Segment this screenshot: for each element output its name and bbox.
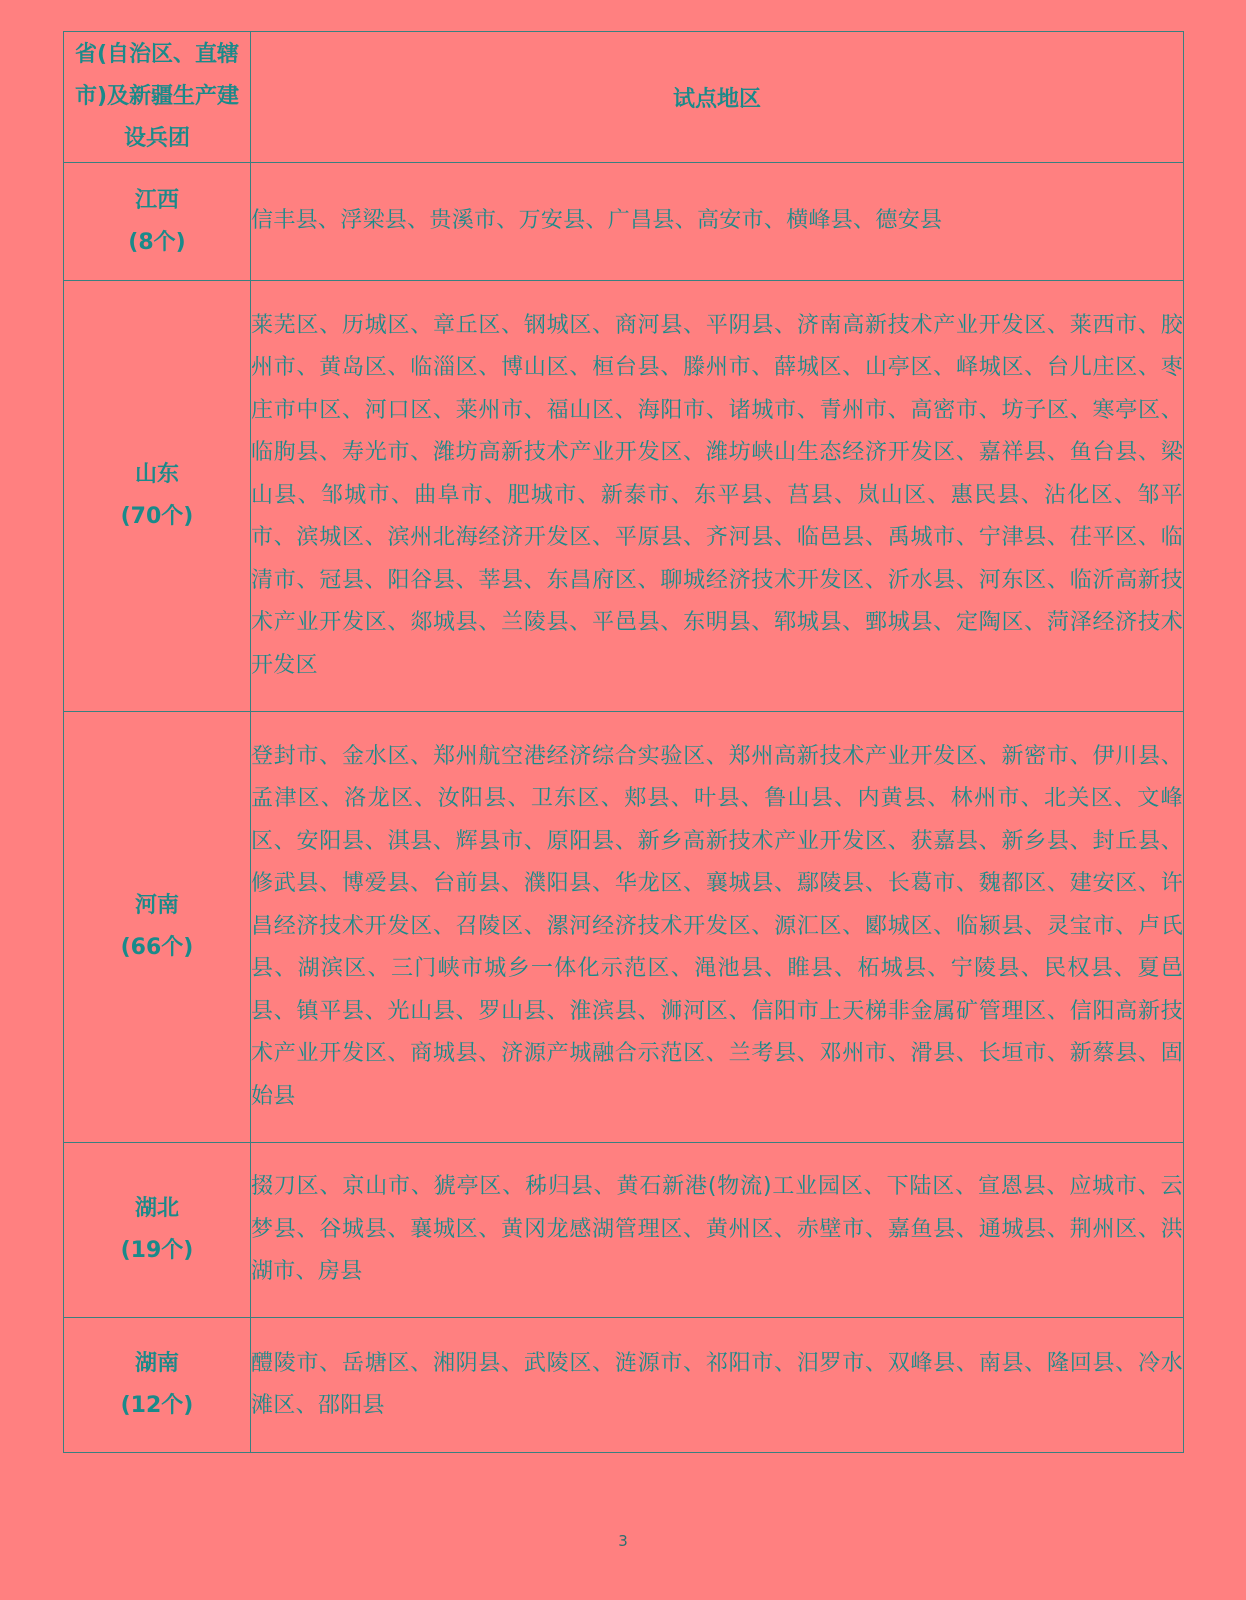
province-cell	[64, 163, 251, 281]
pilot-areas-cell: 莱芜区、历城区、章丘区、钢城区、商河县、平阴县、济南高新技术产业开发区、莱西市、胶州市、黄岛区、临淄区、博山区、桓台县、滕州市、薛城区、山亭区、峄城区、台儿庄区、枣庄市中区、河口区、莱州市、福山区、海阳市、诸城市、青州市、高密市、坊子区、寒亭区、临朐县、寿光市、潍坊高新技术产业开发区、潍坊峡山生态经济开发区、嘉祥县、鱼台县、梁山县、邹城市、曲阜市、肥城市、新泰市、东平县、莒县、岚山区、惠民县、沾化区、邹平市、滨城区、滨州北海经济开发区、平原县、齐河县、临邑县、禹城市、宁津县、茌平区、临清市、冠县、阳谷县、莘县、东昌府区、聊城经济技术开发区、沂水县、河东区、临沂高新技术产业开发区、郯城县、兰陵县、平邑县、东明县、郓城县、鄄城县、定陶区、菏泽经济技术开发区	[251, 281, 1184, 712]
pilot-areas-table	[63, 31, 1184, 1453]
province-cell	[64, 1318, 251, 1453]
page-number: 3	[618, 1532, 628, 1550]
province-count: (66个)	[120, 935, 194, 960]
province-count: (8个)	[128, 229, 186, 255]
province-cell	[64, 1143, 251, 1318]
table-row-jiangxi	[64, 163, 1184, 281]
table-row-hunan	[64, 1318, 1184, 1453]
pilot-areas-cell: 醴陵市、岳塘区、湘阴县、武陵区、涟源市、祁阳市、汨罗市、双峰县、南县、隆回县、冷水滩区、邵阳县	[251, 1318, 1184, 1453]
province-cell	[64, 281, 251, 712]
province-count: (19个)	[120, 1238, 194, 1263]
province-name: 山东	[134, 462, 179, 487]
table-row-henan	[64, 712, 1184, 1143]
province-name: 江西	[134, 187, 179, 213]
table-row-shandong	[64, 281, 1184, 712]
province-name: 湖南	[134, 1351, 179, 1376]
province-count: (70个)	[120, 504, 194, 529]
pilot-areas-cell: 登封市、金水区、郑州航空港经济综合实验区、郑州高新技术产业开发区、新密市、伊川县、孟津区、洛龙区、汝阳县、卫东区、郏县、叶县、鲁山县、内黄县、林州市、北关区、文峰区、安阳县、淇县、辉县市、原阳县、新乡高新技术产业开发区、获嘉县、新乡县、封丘县、修武县、博爱县、台前县、濮阳县、华龙区、襄城县、鄢陵县、长葛市、魏都区、建安区、许昌经济技术开发区、召陵区、漯河经济技术开发区、源汇区、郾城区、临颍县、灵宝市、卢氏县、湖滨区、三门峡市城乡一体化示范区、渑池县、睢县、柘城县、宁陵县、民权县、夏邑县、镇平县、光山县、罗山县、淮滨县、浉河区、信阳市上天梯非金属矿管理区、信阳高新技术产业开发区、商城县、济源产城融合示范区、兰考县、邓州市、滑县、长垣市、新蔡县、固始县	[251, 712, 1184, 1143]
table-header-row	[64, 32, 1184, 163]
header-province: 省(自治区、直辖市)及新疆生产建设兵团	[64, 32, 251, 163]
pilot-areas-cell: 信丰县、浮梁县、贵溪市、万安县、广昌县、高安市、横峰县、德安县	[251, 163, 1184, 281]
header-pilot-areas: 试点地区	[251, 32, 1184, 163]
province-count: (12个)	[120, 1393, 194, 1418]
province-name: 湖北	[134, 1196, 179, 1221]
province-cell	[64, 712, 251, 1143]
province-name: 河南	[134, 893, 179, 918]
table-row-hubei	[64, 1143, 1184, 1318]
pilot-areas-cell: 掇刀区、京山市、猇亭区、秭归县、黄石新港(物流)工业园区、下陆区、宣恩县、应城市、云梦县、谷城县、襄城区、黄冈龙感湖管理区、黄州区、赤壁市、嘉鱼县、通城县、荆州区、洪湖市、房县	[251, 1143, 1184, 1318]
